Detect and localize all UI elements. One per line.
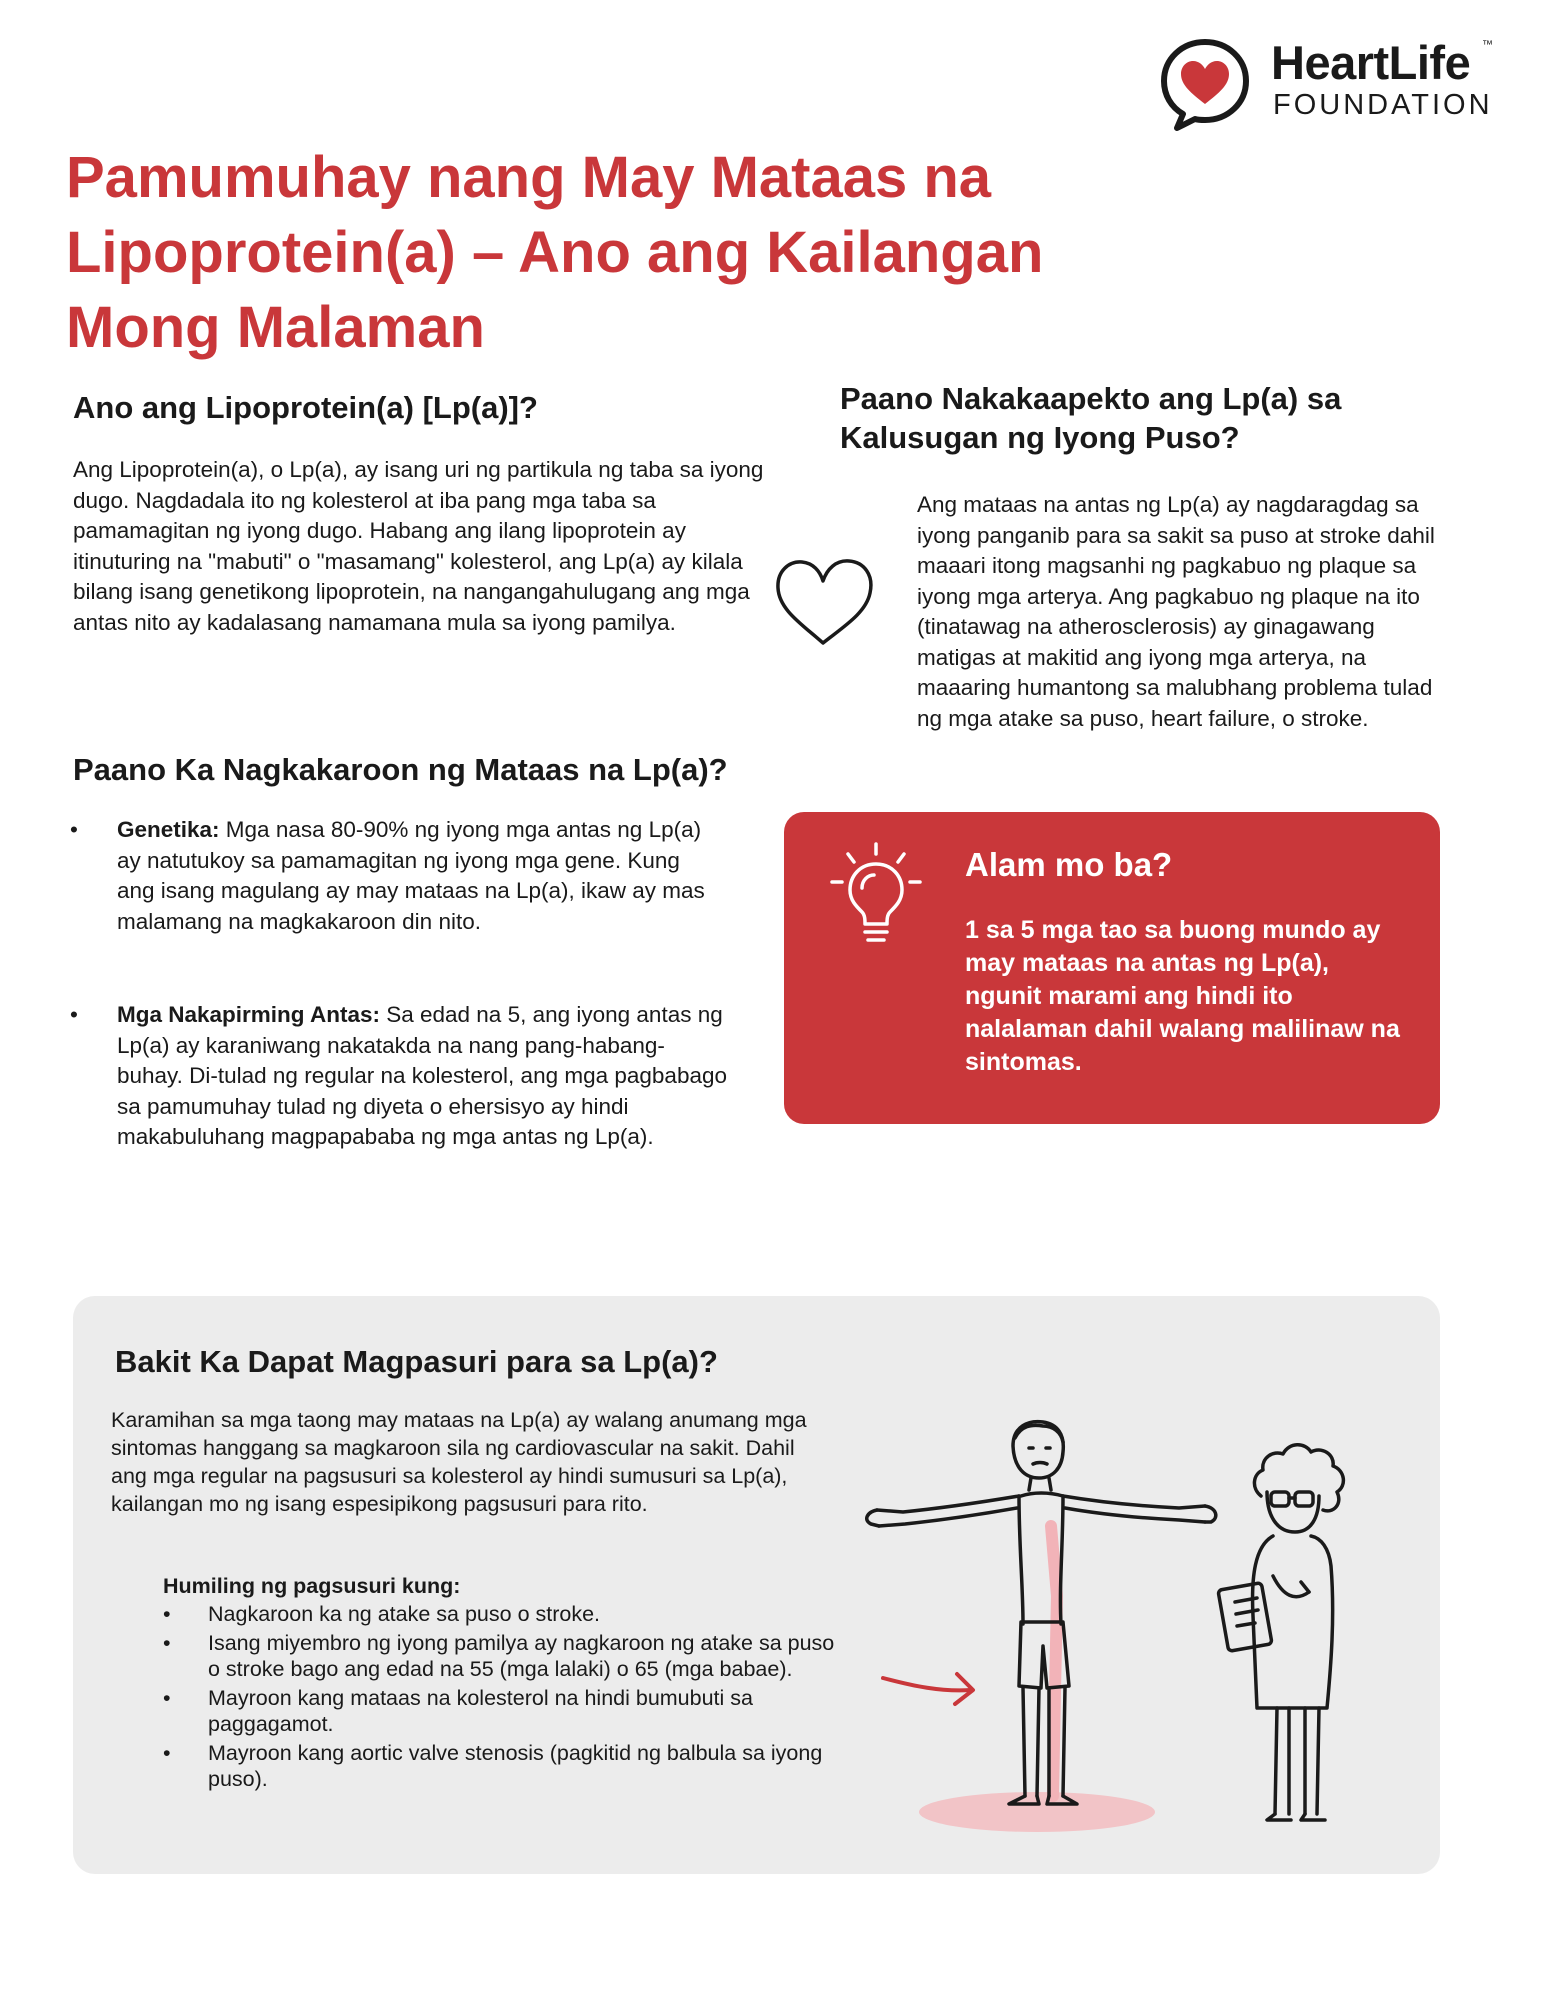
fixed-levels-label: Mga Nakapirming Antas: bbox=[117, 1002, 380, 1027]
fixed-levels-item bbox=[117, 1000, 727, 1153]
fixed-levels-text: Sa edad na 5, ang iyong antas ng Lp(a) ay karaniwang nakatakda na nang pang-habang-buhay. Di-tulad ng regular na kolesterol, ang mga pagbabago sa pamumuhay tulad ng diyeta o ehersisyo ay hindi makabuluhang magpapababa ng mga antas ng Lp(a). bbox=[117, 1002, 727, 1149]
why-test-body: Karamihan sa mga taong may mataas na Lp(a) ay walang anumang mga sintomas hanggang sa magkaroon sila ng cardiovascular na sakit. Dahil ang mga regular na pagsusuri sa kolesterol ay hindi sumusuri sa Lp(a), kailangan mo ng isang espesipikong pagsusuri para rito. bbox=[111, 1408, 807, 1516]
page-title: Pamumuhay nang May Mataas na Lipoprotein(a) – Ano ang Kailangan Mong Malaman bbox=[66, 145, 1044, 360]
what-section-body: Ang Lipoprotein(a), o Lp(a), ay isang uri ng partikula ng taba sa iyong dugo. Nagdadala ito ng kolesterol at iba pang mga taba sa pamamagitan ng iyong dugo. Habang ang ilang lipoprotein ay itinuturing na "mabuti" o "masamang" kolesterol, ang Lp(a) ay kilala bilang isang genetikong lipoprotein, na nangangahulugang ang mga antas nito ay kadalasang namamana mula sa iyong pamilya. bbox=[73, 457, 764, 635]
why-test-panel bbox=[73, 1296, 1440, 1874]
did-you-know-callout bbox=[784, 812, 1440, 1124]
list-item: • Isang miyembro ng iyong pamilya ay nagkaroon ng atake sa puso o stroke bago ang edad na 55 (mga lalaki) o 65 (mga babae). bbox=[163, 1630, 843, 1683]
how-affect-heading: Paano Nakakaapekto ang Lp(a) sa Kalusugan ng Iyong Puso? bbox=[840, 381, 1342, 455]
how-get-heading: Paano Ka Nagkakaroon ng Mataas na Lp(a)? bbox=[73, 752, 728, 787]
heart-speech-bubble-icon bbox=[1155, 33, 1255, 133]
list-item: • Mayroon kang mataas na kolesterol na hindi bumubuti sa paggagamot. bbox=[163, 1685, 843, 1738]
what-section-heading: Ano ang Lipoprotein(a) [Lp(a)]? bbox=[73, 390, 538, 425]
brand-name: HeartLife bbox=[1271, 36, 1471, 89]
lightbulb-icon bbox=[826, 840, 926, 950]
brand-logo bbox=[1155, 33, 1505, 133]
why-test-subheading: Humiling ng pagsusuri kung: bbox=[163, 1574, 461, 1598]
bullet-marker: • bbox=[70, 1002, 78, 1027]
list-item: • Mayroon kang aortic valve stenosis (pagkitid ng balbula sa iyong puso). bbox=[163, 1740, 843, 1793]
did-you-know-heading: Alam mo ba? bbox=[965, 846, 1173, 883]
genetics-label: Genetika: bbox=[117, 817, 220, 842]
genetics-item bbox=[117, 815, 717, 937]
list-item: • Nagkaroon ka ng atake sa puso o stroke. bbox=[163, 1601, 843, 1628]
did-you-know-body: 1 sa 5 mga tao sa buong mundo ay may mataas na antas ng Lp(a), ngunit marami ang hindi ito nalalaman dahil walang malilinaw na sintomas. bbox=[965, 916, 1400, 1076]
heart-outline-icon bbox=[773, 555, 878, 650]
bullet-marker: • bbox=[70, 817, 78, 842]
brand-subtitle: FOUNDATION bbox=[1273, 89, 1493, 121]
test-reasons-list bbox=[163, 1601, 843, 1795]
why-test-heading: Bakit Ka Dapat Magpasuri para sa Lp(a)? bbox=[115, 1344, 718, 1379]
how-affect-body: Ang mataas na antas ng Lp(a) ay nagdaragdag sa iyong panganib para sa sakit sa puso at stroke dahil maaari itong magsanhi ng pagkabuo ng plaque sa iyong mga arterya. Ang pagkabuo ng plaque na ito (tinatawag na atherosclerosis) ay ginagawang matigas at makitid ang iyong mga arterya, na maaaring humantong sa malubhang problema tulad ng mga atake sa puso, heart failure, o stroke. bbox=[917, 492, 1435, 731]
patient-and-doctor-illustration bbox=[843, 1396, 1403, 1856]
genetics-text: Mga nasa 80-90% ng iyong mga antas ng Lp(a) ay natutukoy sa pamamagitan ng iyong mga gene. Kung ang isang magulang ay may mataas na Lp(a), ikaw ay mas malamang na magkakaroon din nito. bbox=[117, 817, 705, 934]
trademark-symbol: ™ bbox=[1482, 39, 1493, 51]
